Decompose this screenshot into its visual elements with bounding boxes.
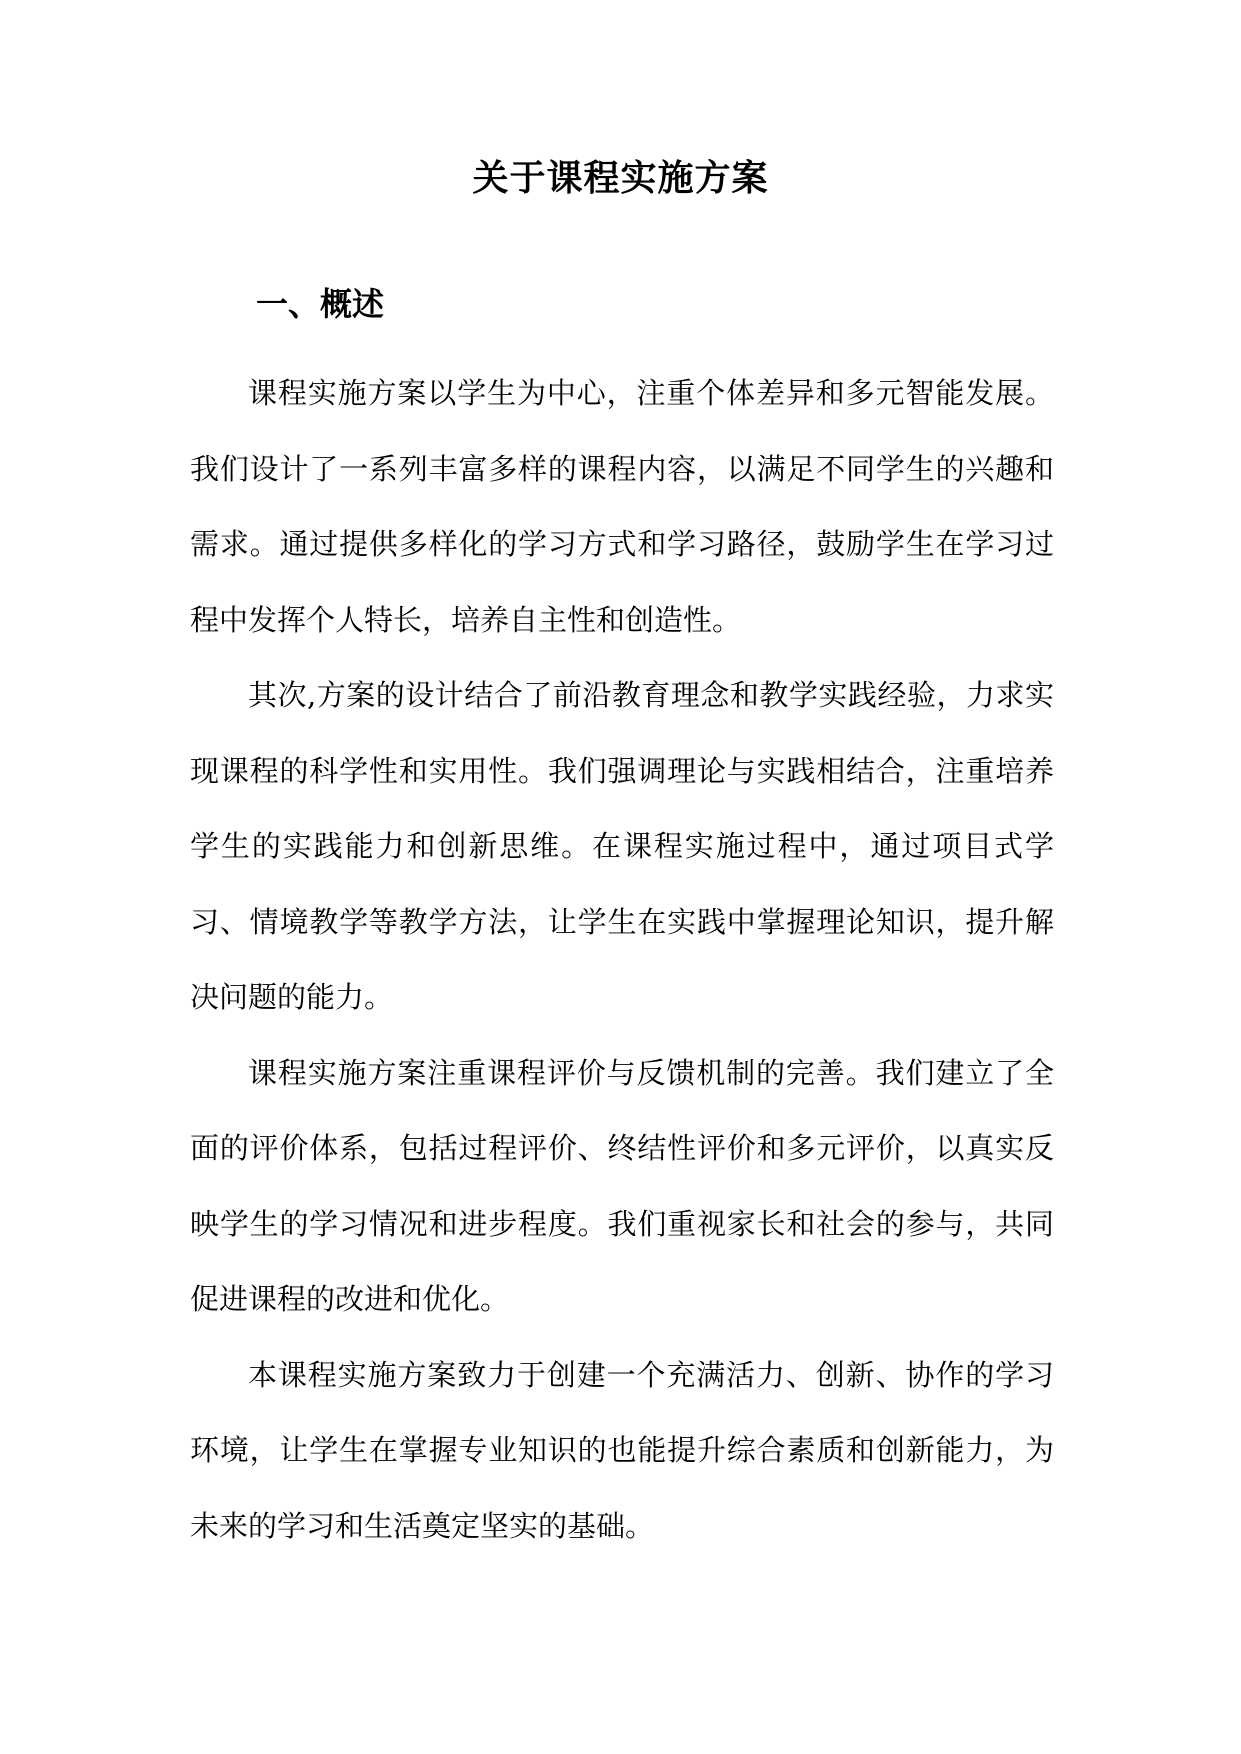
paragraph-1: 课程实施方案以学生为中心，注重个体差异和多元智能发展。我们设计了一系列丰富多样的课程内容，以满足不同学生的兴趣和需求。通过提供多样化的学习方式和学习路径，鼓励学生在学习过程中发挥个人特长，培养自主性和创造性。	[190, 376, 1054, 637]
page-title: 关于课程实施方案	[472, 157, 769, 199]
body-text	[190, 356, 1054, 1564]
paragraph-2: 其次,方案的设计结合了前沿教育理念和教学实践经验，力求实现课程的科学性和实用性。我们强调理论与实践相结合，注重培养学生的实践能力和创新思维。在课程实施过程中，通过项目式学习、情境教学等教学方法，让学生在实践中掌握理论知识，提升解决问题的能力。	[190, 678, 1054, 1014]
paragraph-3: 课程实施方案注重课程评价与反馈机制的完善。我们建立了全面的评价体系，包括过程评价、终结性评价和多元评价，以真实反映学生的学习情况和进步程度。我们重视家长和社会的参与，共同促进课程的改进和优化。	[190, 1055, 1054, 1316]
paragraph-4: 本课程实施方案致力于创建一个充满活力、创新、协作的学习环境，让学生在掌握专业知识的也能提升综合素质和创新能力，为未来的学习和生活奠定坚实的基础。	[190, 1357, 1054, 1543]
section-heading: 一、概述	[256, 285, 385, 323]
